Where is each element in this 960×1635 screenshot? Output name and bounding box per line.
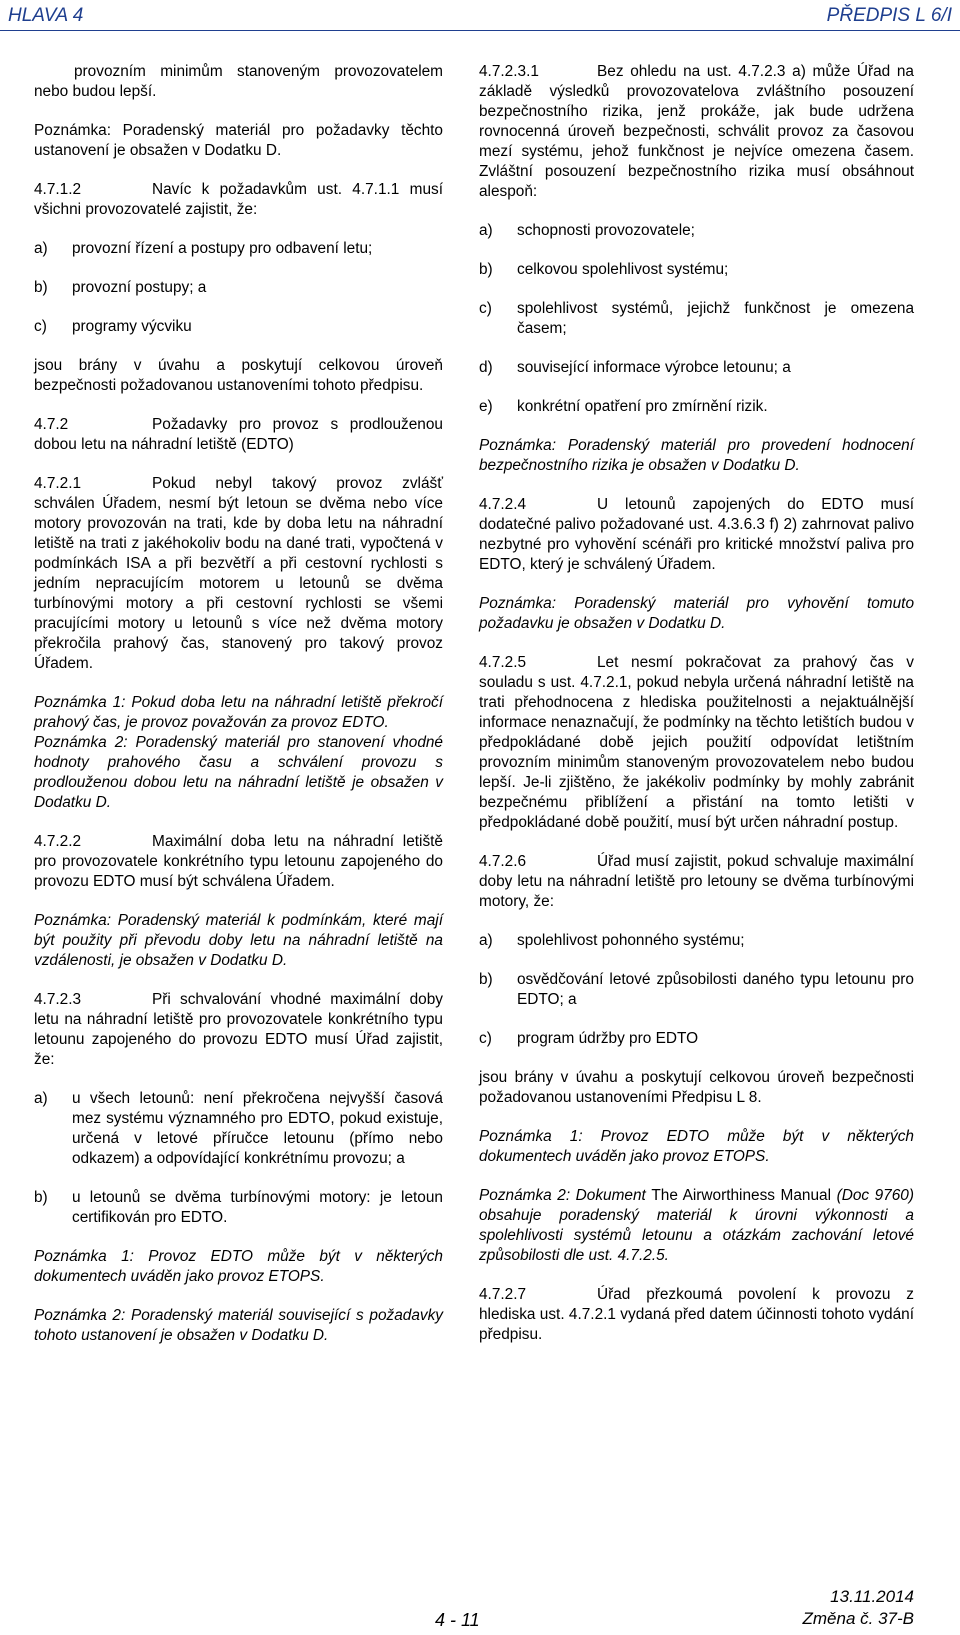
paragraph: provozním minimům stanoveným provozovatelem nebo budou lepší.: [34, 63, 443, 100]
section-text: Maximální doba letu na náhradní letiště pro provozovatele konkrétního typu letounu zapojeného do provozu EDTO musí být schválena Úřadem.: [34, 833, 443, 890]
note: Poznámka 1: Provoz EDTO může být v některých dokumentech uváděn jako provoz ETOPS.: [34, 1248, 443, 1285]
footer-date: 13.11.2014: [830, 1587, 914, 1606]
section-text: Let nesmí pokračovat za prahový čas v souladu s ust. 4.7.2.1, pokud nebyla určená náhradní letiště na trati přehodnocena z hlediska použitelnosti a nejaktuálnější informace nenaznačují, že podmínky na těchto letištích budou v předpokládané době jejich použití odpovídat letištním provozním minimům stanoveným provozovatelem nebo budou lepší. Je-li zjištěno, že jakékoliv podmínky by mohly zabránit bezpečnému přiblížení a přistání na tomto letišti v předpokládané době použití, musí být určen náhradní postup.: [479, 654, 914, 831]
list-item: [34, 278, 443, 298]
list-item: [479, 260, 914, 280]
header-regulation: PŘEDPIS L 6/I: [826, 5, 952, 26]
section-4-7-2-2: [34, 832, 443, 892]
paragraph: jsou brány v úvahu a poskytují celkovou úroveň bezpečnosti požadovanou ustanoveními Předpisu L 8.: [479, 1069, 914, 1106]
list-item: [479, 970, 914, 1010]
document-title: The Airworthiness Manual: [651, 1187, 832, 1204]
note: [479, 1186, 914, 1266]
list-text: programy výcviku: [72, 318, 192, 335]
list-text: spolehlivost systémů, jejichž funkčnost je omezena časem;: [517, 300, 914, 337]
section-4-7-2-1: [34, 474, 443, 674]
list-text: provozní řízení a postupy pro odbavení letu;: [72, 240, 373, 257]
section-text: U letounů zapojených do EDTO musí dodatečné palivo požadované ust. 4.3.6.3 f) 2) zahrnovat palivo nezbytné pro vyhovění scénáři pro kritické množství paliva pro EDTO, který je schválený Úřadem.: [479, 496, 914, 573]
list-label: e): [479, 398, 493, 415]
list-text: u letounů se dvěma turbínovými motory: je letoun certifikován pro EDTO.: [72, 1189, 443, 1226]
paragraph: jsou brány v úvahu a poskytují celkovou úroveň bezpečnosti požadovanou ustanoveními tohoto předpisu.: [34, 357, 443, 394]
note: Poznámka: Poradenský materiál pro vyhovění tomuto požadavku je obsažen v Dodatku D.: [479, 595, 914, 632]
section-text: Navíc k požadavkům ust. 4.7.1.1 musí všichni provozovatelé zajistit, že:: [34, 181, 443, 218]
list-label: a): [479, 932, 493, 949]
list-label: c): [34, 318, 47, 335]
list-item: [479, 299, 914, 339]
list-item: [479, 931, 914, 951]
section-text: Při schvalování vhodné maximální doby letu na náhradní letiště pro provozovatele konkrétního typu letounu zapojeného do provozu EDTO musí Úřad zajistit, že:: [34, 991, 443, 1068]
list-item: [34, 1089, 443, 1169]
footer-change: Změna č. 37-B: [802, 1609, 914, 1628]
section-number: 4.7.2.2: [34, 833, 82, 850]
header-chapter: HLAVA 4: [8, 5, 84, 26]
section-4-7-2-7: [479, 1285, 914, 1345]
list-text: provozní postupy; a: [72, 279, 207, 296]
section-4-7-2-4: [479, 495, 914, 575]
list-text: u všech letounů: není překročena nejvyšší časová mez systému významného pro EDTO, pokud existuje, určená v letové příručce letounu (přímo nebo odkazem) a odpovídající konkrétnímu provozu; a: [72, 1090, 443, 1167]
section-4-7-2: [34, 415, 443, 455]
note-prefix: Poznámka 2: Dokument: [479, 1187, 652, 1204]
section-number: 4.7.2.7: [479, 1286, 527, 1303]
note: Poznámka 2: Poradenský materiál související s požadavky tohoto ustanovení je obsažen v Dodatku D.: [34, 1307, 443, 1344]
section-number: 4.7.2.5: [479, 654, 527, 671]
footer-revision: [803, 1586, 915, 1630]
list-text: osvědčování letové způsobilosti daného typu letounu pro EDTO; a: [517, 971, 914, 1008]
list-item: [479, 1029, 914, 1049]
note: Poznámka: Poradenský materiál pro provedení hodnocení bezpečnostního rizika je obsažen v Dodatku D.: [479, 437, 914, 474]
list-text: spolehlivost pohonného systému;: [517, 932, 745, 949]
list-label: a): [34, 240, 48, 257]
section-number: 4.7.2.1: [34, 475, 82, 492]
note-rest: (Doc 9760) obsahuje poradenský materiál k úrovni výkonnosti a spolehlivosti systémů letounu a otázkám zachování letové způsobilosti dle ust. 4.7.2.5.: [479, 1187, 914, 1264]
section-4-7-2-3: [34, 990, 443, 1070]
section-text: Pokud nebyl takový provoz zvlášť schválen Úřadem, nesmí být letoun se dvěma nebo více motory provozován na trati, kde by doba letu na náhradní letiště na trati z jakéhokoliv bodu na dané trati, vypočtená v podmínkách ISA a při bezvětří a při cestovní rychlosti s jedním nepracujícím motorem u letounů se dvěma turbínovými motory a při cestovní rychlosti se všemi pracujícími motory u letounů s více než dvěma motory překročila prahový čas, stanovený pro takový provoz Úřadem.: [34, 475, 443, 672]
list-label: b): [479, 261, 493, 278]
header-rule: [0, 30, 960, 31]
page-number: 4 - 11: [435, 1610, 480, 1630]
list-item: [479, 397, 914, 417]
list-text: schopnosti provozovatele;: [517, 222, 695, 239]
list-label: b): [34, 279, 48, 296]
left-column: [34, 62, 443, 1365]
list-item: [479, 358, 914, 378]
section-number: 4.7.1.2: [34, 181, 82, 198]
note: Poznámka: Poradenský materiál k podmínkám, které mají být použity při převodu doby letu na náhradní letiště na vzdálenosti, je obsažen v Dodatku D.: [34, 912, 443, 969]
note: Poznámka 1: Pokud doba letu na náhradní letiště překročí prahový čas, je provoz považován za provoz EDTO.: [34, 694, 443, 731]
list-label: b): [34, 1189, 48, 1206]
list-label: a): [479, 222, 493, 239]
list-item: [34, 317, 443, 337]
section-number: 4.7.2.4: [479, 496, 527, 513]
list-label: b): [479, 971, 493, 988]
section-4-7-2-6: [479, 852, 914, 912]
list-label: c): [479, 300, 492, 317]
section-number: 4.7.2: [34, 416, 69, 433]
note: Poznámka: Poradenský materiál pro požadavky těchto ustanovení je obsažen v Dodatku D.: [34, 122, 443, 159]
section-4-7-2-3-1: [479, 62, 914, 202]
list-item: [479, 221, 914, 241]
list-label: d): [479, 359, 493, 376]
section-number: 4.7.2.6: [479, 853, 527, 870]
list-text: související informace výrobce letounu; a: [517, 359, 791, 376]
note: Poznámka 2: Poradenský materiál pro stanovení vhodné hodnoty prahového času a schválení provozu s prodlouženou dobou letu na náhradní letiště je obsažen v Dodatku D.: [34, 734, 443, 811]
list-text: konkrétní opatření pro zmírnění rizik.: [517, 398, 768, 415]
list-label: a): [34, 1090, 48, 1107]
section-number: 4.7.2.3: [34, 991, 82, 1008]
list-item: [34, 1188, 443, 1228]
list-label: c): [479, 1030, 492, 1047]
section-4-7-2-5: [479, 653, 914, 833]
right-column: [479, 62, 914, 1364]
section-title: Požadavky pro provoz s prodlouženou dobou letu na náhradní letiště (EDTO): [34, 416, 443, 453]
list-text: celkovou spolehlivost systému;: [517, 261, 729, 278]
section-text: Úřad přezkoumá povolení k provozu z hlediska ust. 4.7.2.1 vydaná před datem účinnosti tohoto vydání předpisu.: [479, 1286, 914, 1343]
note: Poznámka 1: Provoz EDTO může být v některých dokumentech uváděn jako provoz ETOPS.: [479, 1128, 914, 1165]
list-text: program údržby pro EDTO: [517, 1030, 699, 1047]
list-item: [34, 239, 443, 259]
section-4-7-1-2: [34, 180, 443, 220]
section-text: Bez ohledu na ust. 4.7.2.3 a) může Úřad na základě výsledků provozovatelova zvláštního posouzení bezpečnostního rizika, jenž prokáže, jak bude udržena rovnocenná úroveň bezpečnosti, schválit provoz za časovou mezí systému, jehož funkčnost je nejvíce omezena časem. Zvláštní posouzení bezpečnostního rizika musí obsáhnout alespoň:: [479, 63, 914, 200]
section-number: 4.7.2.3.1: [479, 63, 539, 80]
section-text: Úřad musí zajistit, pokud schvaluje maximální doby letu na náhradní letiště pro letouny se dvěma turbínovými motory, že:: [479, 853, 914, 910]
